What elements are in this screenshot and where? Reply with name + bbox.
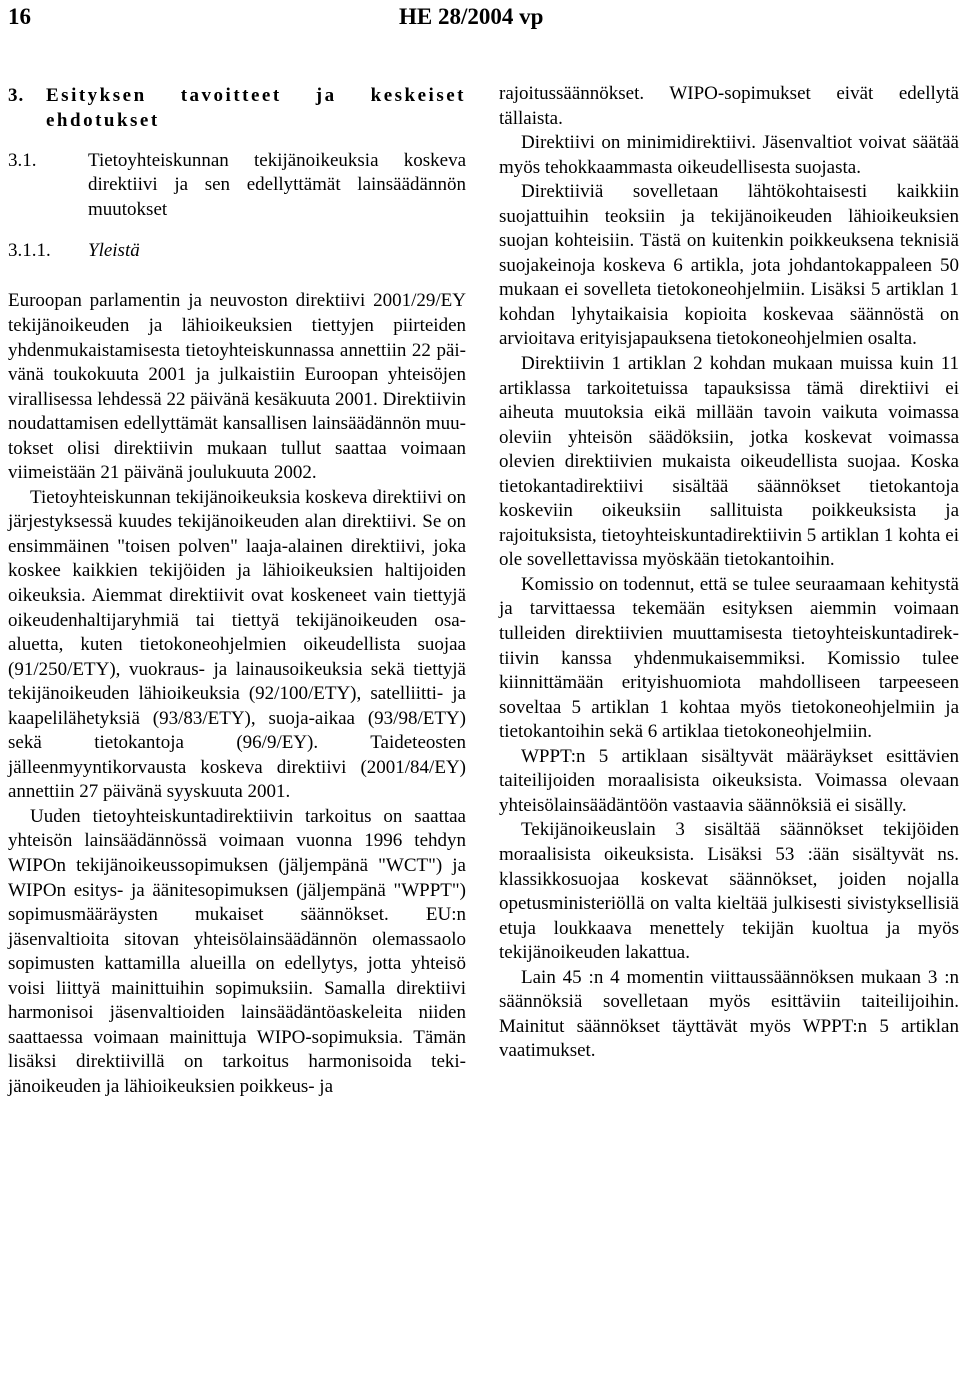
section-heading [8, 84, 466, 133]
paragraph: Tietoyhteiskunnan tekijänoikeuksia koskeva direktiivi on järjestyksessä kuudes tekijänoikeuden alan direktiivi. Se on ensimmäinen "toisen polven" laaja-alainen direktiivi, joka koskee kaikkien tekijöiden ja lähioikeuksien haltijoiden oikeuksia. Aiemmat direktiivit ovat koskeneet vain tiettyjä oikeudenhaltijaryhmiä tai tiettyä tekijänoikeuden osaaluetta, kuten tietokoneohjelmien oikeudellista suojaa (91/250/ETY), vuokraus- ja lainausoikeuksia sekä tiettyjä tekijänoikeuden lähioikeuksia (92/100/ETY), satelliitti- ja kaapelilähetyksiä (93/83/ETY), suoja-aikaa (93/98/ETY) sekä tietokantoja (96/9/EY). Taideteosten jälleenmyyntikorvausta koskeva direktiivi (2001/84/EY) annettiin 27 päivänä syyskuuta 2001. [8, 486, 466, 803]
subsubsection-heading [8, 239, 466, 264]
paragraph: WPPT:n 5 artiklaan sisältyvät määräykset esittävien taiteilijoiden moraalisista oikeuksista. Voimassa olevaan yhteisölainsäädäntöön vastaavia säännöksiä ei sisälly. [499, 745, 959, 816]
page-number: 16 [8, 4, 31, 29]
paragraph: Direktiiviä sovelletaan lähtökohtaisesti kaikkiin suojattuihin teoksiin ja tekijänoikeuden lähioikeuksien suojan kohteisiin. Tästä on kuitenkin poikkeuksena teknisiä suojakeinoja koskeva 6 artikla, jota johdantokappaleen 50 mukaan ei sovelleta tietokoneohjelmiin. Lisäksi 5 artiklan 1 kohdan lyhytaikaisia kopioita koskevaa säännöstä on arvioitava erityisjapauksena tietokoneohjelmien osalta. [499, 181, 959, 350]
paragraph: Uuden tietoyhteiskuntadirektiivin tarkoitus on saattaa yhteisön lainsäädännössä voimaan vuonna 1996 tehdyn WIPOn tekijänoikeussopimuksen (jäljempänä "WCT") ja WIPOn esitys- ja äänitesopimuksen (jäljempänä "WPPT") sopimusmääräysten mukaiset säännökset. EU:n jäsenvaltioita sitovan yhteisölainsäädännön olemassaolo sopimusten kattamilla alueilla on edellytys, jotta yhteisö voisi liittyä mainittuihin sopimuksiin. Samalla direktiivi harmonisoi jäsenvaltioiden lainsäädäntöaskeleita niiden saattaessa voimaan mainittuja WIPO-sopimuksia. Tämän lisäksi direktiivillä on tarkoitus harmonisoida tekijänoikeuden ja lähioikeuksien poikkeus- ja [8, 805, 466, 1097]
paragraph: Direktiivi on minimidirektiivi. Jäsenvaltiot voivat säätää myös tehokkaammasta oikeudellisesta suojasta. [499, 132, 959, 178]
subsection-heading [8, 149, 466, 222]
section-number: 3. [8, 85, 25, 106]
paragraph: Lain 45 :n 4 momentin viittaussäännöksen mukaan 3 :n säännöksiä sovelletaan myös esittäviin taiteilijoihin. Mainitut säännökset täyttävät myös WPPT:n 5 artiklan vaatimukset. [499, 966, 959, 1062]
section-title: Esityksen tavoitteet ja keskeiset ehdotukset [46, 85, 466, 131]
paragraph: Tekijänoikeuslain 3 sisältää säännökset tekijöiden moraalisista oikeuksista. Lisäksi 53 :ään sisältyvät ns. klassikkosuojaa koskevat säännökset, joiden nojalla opetusministeriöllä on valta kieltää julkisesti sivistyksellisiä etuja loukkaava menettely tekijän kuoltua ja myös tekijänoikeuden lakattua. [499, 819, 959, 964]
paragraph: Direktiivin 1 artiklan 2 kohdan mukaan muissa kuin 11 artiklassa tarkoitetuissa tapauksissa tämä direktiivi ei aiheuta muutoksia eikä millään tavoin vaikuta voimassa oleviin yhteisön säädöksiin, jotka koskevat voimassa olevien direktiivien mukaista oikeudellista suojaa. Koska tietokantadirektiivi sisältää säännökset tietokantoja koskeviin oikeuksiin sallituista poikkeuksista ja rajoituksista, tietoyhteiskuntadirektiivin 5 artiklan 1 kohta ei ole sovellettavissa myöskään tietokantoihin. [499, 353, 959, 571]
subsection-title: Tietoyhteiskunnan tekijänoikeuksia koskeva direktiivi ja sen edellyttämät lainsäädännön muutokset [88, 150, 466, 220]
subsubsection-title: Yleistä [88, 239, 140, 261]
paragraph: Komissio on todennut, että se tulee seuraamaan kehitystä ja tarvittaessa tekemään esityksen aiemmin voimaan tulleiden direktiivien muuttamisesta tietoyhteiskuntadirektiivin kanssa yhdenmukaisemmiksi. Komissio tulee kiinnittämään erityishuomiota mahdolliseen tarpeeseen soveltaa 5 artiklan 1 kohtaa myös tietokoneohjelmiin ja tietokantoihin sekä 6 artiklaa tietokoneohjelmiin. [499, 573, 959, 743]
left-column [8, 82, 466, 1099]
right-column [499, 82, 959, 1064]
paragraph: Euroopan parlamentin ja neuvoston direktiivi 2001/29/EY tekijänoikeuden ja lähioikeuksien tiettyjen piirteiden yhdenmukaistamisesta tietoyhteiskunnassa annettiin 22 päivänä toukokuuta 2001 ja julkaistiin Euroopan yhteisöjen virallisessa lehdessä 22 päivänä kesäkuuta 2001. Direktiivin noudattamisen edellyttämät kansallisen lainsäädännön muutokset olisi direktiivin mukaan tullut saattaa voimaan viimeistään 21 päivänä joulukuuta 2002. [8, 290, 466, 484]
page-header [0, 0, 960, 44]
document-id: HE 28/2004 vp [399, 4, 544, 29]
subsubsection-number: 3.1.1. [8, 239, 51, 261]
paragraph: rajoitussäännökset. WIPO-sopimukset eivät edellytä tällaista. [499, 83, 959, 129]
subsection-number: 3.1. [8, 150, 37, 171]
